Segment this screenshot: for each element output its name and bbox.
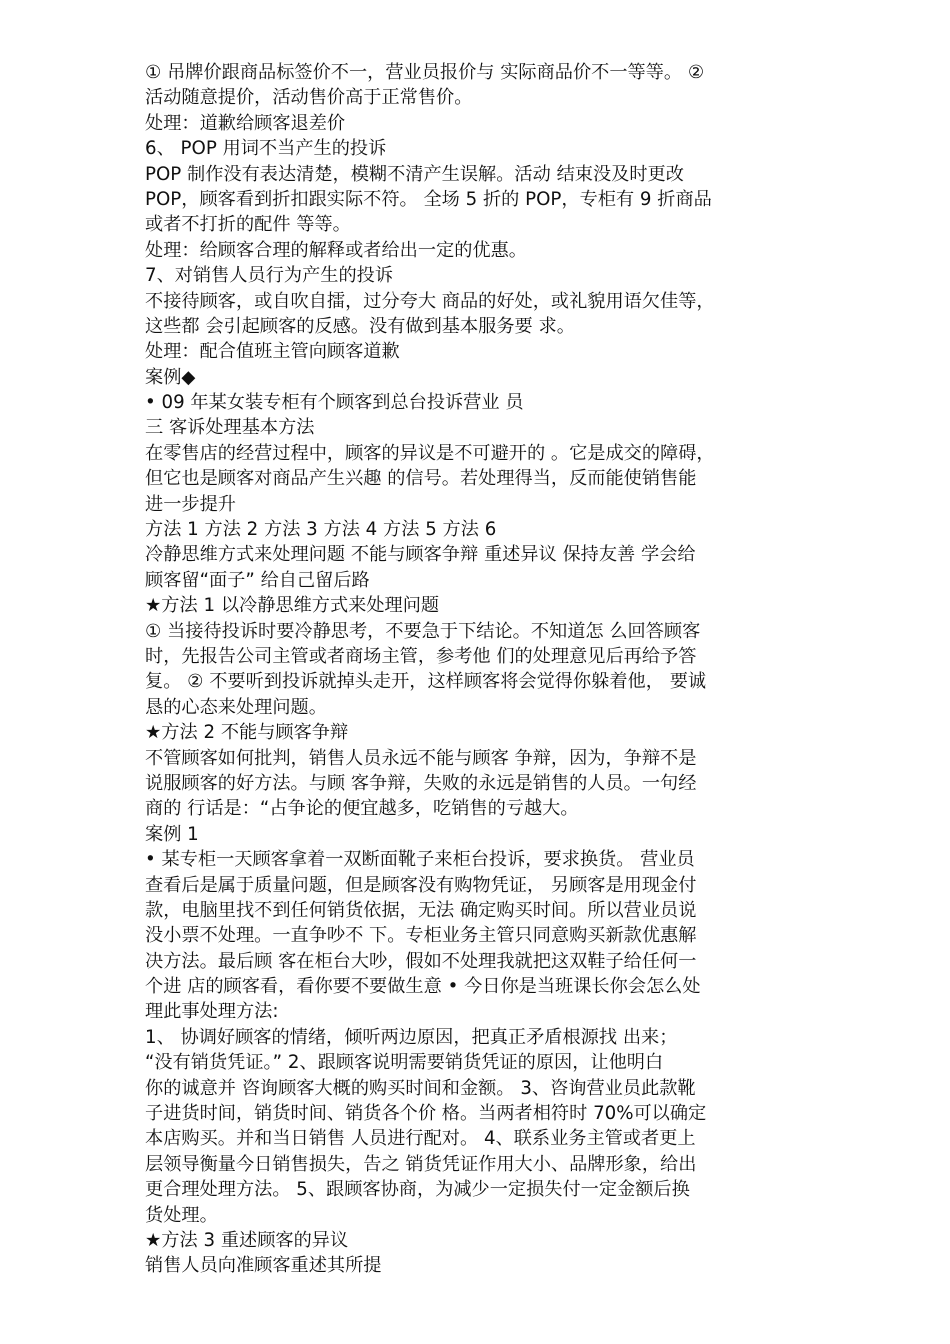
text-line: 查看后是属于质量问题，但是顾客没有购物凭证， 另顾客是用现金付 xyxy=(145,874,697,896)
text-line: 决方法。最后顾 客在柜台大吵，假如不处理我就把这双鞋子给任何一 xyxy=(145,950,697,972)
text-line: 处理：配合值班主管向顾客道歉 xyxy=(145,341,400,363)
text-line: 款，电脑里找不到任何销货依据，无法 确定购买时间。所以营业员说 xyxy=(145,899,697,921)
text-line: 你的诚意并 咨询顾客大概的购买时间和金额。 3、咨询营业员此款靴 xyxy=(145,1077,696,1099)
text-line: 在零售店的经营过程中，顾客的异议是不可避开的 。它是成交的障碍， xyxy=(145,442,715,464)
text-line: 更合理处理方法。 5、跟顾客协商，为减少一定损失付一定金额后换 xyxy=(145,1179,690,1201)
case-heading: 案例◆ xyxy=(145,366,196,388)
method-heading: ★方法 2 不能与顾客争辩 xyxy=(145,722,349,744)
bullet-line: • 某专柜一天顾客拿着一双断面靴子来柜台投诉，要求换货。 营业员 xyxy=(145,849,695,871)
method-heading: ★方法 1 以冷静思维方式来处理问题 xyxy=(145,595,440,617)
text-line: 不接待顾客，或自吹自擂，过分夸大 商品的好处，或礼貌用语欠佳等， xyxy=(145,290,715,312)
text-line: 冷静思维方式来处理问题 不能与顾客争辩 重述异议 保持友善 学会给 xyxy=(145,544,696,566)
text-line: 本店购买。并和当日销售 人员进行配对。 4、联系业务主管或者更上 xyxy=(145,1128,696,1150)
text-line: 商的 行话是：“占争论的便宜越多，吃销售的亏越大。 xyxy=(145,798,579,820)
text-line: 货处理。 xyxy=(145,1204,218,1226)
text-line: ① 吊牌价跟商品标签价不一，营业员报价与 实际商品价不一等等。 ② xyxy=(145,62,705,83)
text-line: 个进 店的顾客看，看你要不要做生意 • 今日你是当班课长你会怎么处 xyxy=(145,976,701,998)
text-line: 销售人员向准顾客重述其所提 xyxy=(145,1255,382,1277)
text-line: 但它也是顾客对商品产生兴趣 的信号。若处理得当，反而能使销售能 xyxy=(145,468,697,490)
text-line: ① 当接待投诉时要冷静思考，不要急于下结论。不知道怎 么回答顾客 xyxy=(145,620,701,642)
method-list: 方法 1 方法 2 方法 3 方法 4 方法 5 方法 6 xyxy=(145,519,497,541)
text-line: “没有销货凭证。” 2、跟顾客说明需要销货凭证的原因，让他明白 xyxy=(145,1052,664,1074)
text-line: 时，先报告公司主管或者商场主管，参考他 们的处理意见后再给予答 xyxy=(145,645,697,667)
method-heading: ★方法 3 重述顾客的异议 xyxy=(145,1229,349,1251)
text-line: 这些都 会引起顾客的反感。没有做到基本服务要 求。 xyxy=(145,315,575,337)
text-line: 理此事处理方法: xyxy=(145,1001,279,1023)
text-line: 层领导衡量今日销售损失，告之 销货凭证作用大小、品牌形象，给出 xyxy=(145,1153,697,1175)
text-line: 或者不打折的配件 等等。 xyxy=(145,214,351,236)
text-line: 复。 ② 不要听到投诉就掉头走开，这样顾客将会觉得你躲着他， 要诚 xyxy=(145,671,707,693)
text-line: 顾客留“面子” 给自己留后路 xyxy=(145,569,370,591)
text-line: 进一步提升 xyxy=(145,493,236,515)
text-line: 1、 协调好顾客的情绪，倾听两边原因，把真正矛盾根源找 出来； xyxy=(145,1026,678,1048)
text-line: 子进货时间，销货时间、销货各个价 格。当两者相符时 70%可以确定 xyxy=(145,1103,707,1125)
text-line: POP，顾客看到折扣跟实际不符。 全场 5 折的 POP，专柜有 9 折商品 xyxy=(145,188,712,210)
text-line: 处理：给顾客合理的解释或者给出一定的优惠。 xyxy=(145,239,527,261)
text-line: 没小票不处理。一直争吵不 下。专柜业务主管只同意购买新款优惠解 xyxy=(145,925,697,947)
text-line: 说服顾客的好方法。与顾 客争辩，失败的永远是销售的人员。一句经 xyxy=(145,772,697,794)
section-heading: 7、对销售人员行为产生的投诉 xyxy=(145,265,394,287)
text-line: 不管顾客如何批判，销售人员永远不能与顾客 争辩，因为，争辩不是 xyxy=(145,747,697,769)
text-line: 活动随意提价，活动售价高于正常售价。 xyxy=(145,87,473,109)
text-line: 恳的心态来处理问题。 xyxy=(145,696,327,718)
case-heading: 案例 1 xyxy=(145,823,199,845)
text-line: 处理：道歉给顾客退差价 xyxy=(145,112,346,134)
section-heading: 三 客诉处理基本方法 xyxy=(145,417,315,439)
document-body xyxy=(145,60,807,1279)
text-line: POP 制作没有表达清楚，模糊不清产生误解。活动 结束没及时更改 xyxy=(145,163,684,185)
section-heading: 6、 POP 用词不当产生的投诉 xyxy=(145,138,387,160)
bullet-line: • 09 年某女装专柜有个顾客到总台投诉营业 员 xyxy=(145,392,524,414)
